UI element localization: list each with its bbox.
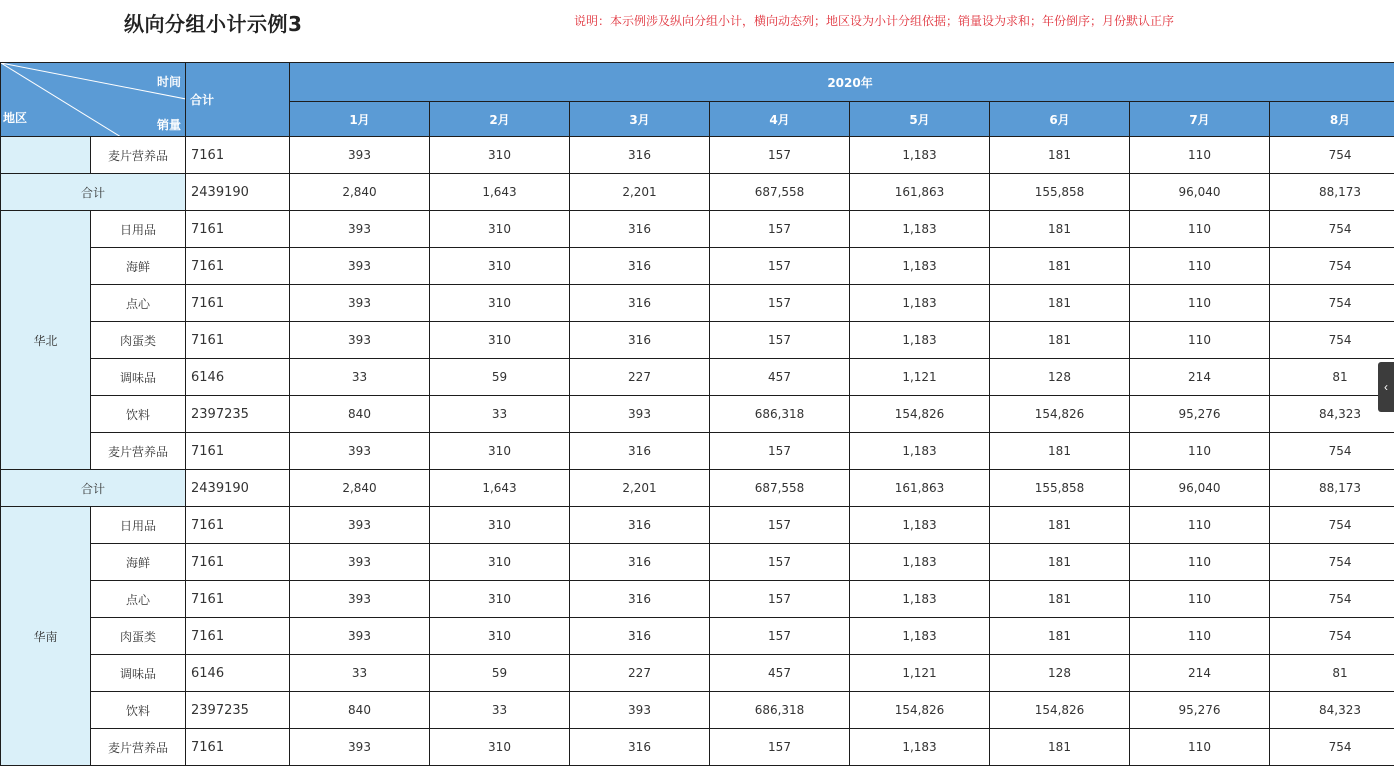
month-value-cell: 754 [1270,285,1394,322]
category-cell: 调味品 [91,655,186,692]
month-value-cell: 754 [1270,433,1394,470]
month-value-cell: 33 [290,655,430,692]
month-value-cell: 310 [430,618,570,655]
month-value-cell: 181 [990,507,1130,544]
table-row [1,248,1394,285]
header-month: 6月 [990,102,1130,137]
month-value-cell: 59 [430,359,570,396]
month-value-cell: 316 [570,507,710,544]
month-value-cell: 110 [1130,285,1270,322]
month-value-cell: 310 [430,581,570,618]
row-total-cell: 7161 [186,507,290,544]
month-value-cell: 110 [1130,322,1270,359]
month-value-cell: 310 [430,729,570,766]
month-value-cell: 316 [570,322,710,359]
month-value-cell: 754 [1270,248,1394,285]
month-value-cell: 2,201 [570,174,710,211]
report-title: 纵向分组小计示例3 [124,12,303,36]
table-row [1,618,1394,655]
category-cell: 饮料 [91,396,186,433]
table-row [1,211,1394,248]
table-row [1,692,1394,729]
month-value-cell: 393 [290,507,430,544]
month-value-cell: 1,643 [430,470,570,507]
month-value-cell: 393 [290,248,430,285]
header-month: 4月 [710,102,850,137]
month-value-cell: 181 [990,544,1130,581]
row-total-cell: 7161 [186,581,290,618]
month-value-cell: 181 [990,433,1130,470]
row-total-cell: 7161 [186,285,290,322]
month-value-cell: 1,183 [850,507,990,544]
report-table [0,62,1394,766]
header-month: 1月 [290,102,430,137]
region-cell [1,137,91,174]
month-value-cell: 316 [570,729,710,766]
month-value-cell: 686,318 [710,396,850,433]
row-total-cell: 2439190 [186,470,290,507]
category-cell: 肉蛋类 [91,618,186,655]
month-value-cell: 110 [1130,137,1270,174]
month-value-cell: 157 [710,729,850,766]
month-value-cell: 161,863 [850,174,990,211]
month-value-cell: 2,840 [290,470,430,507]
month-value-cell: 2,201 [570,470,710,507]
month-value-cell: 88,173 [1270,174,1394,211]
month-value-cell: 154,826 [850,692,990,729]
month-value-cell: 393 [570,692,710,729]
month-value-cell: 157 [710,285,850,322]
table-row [1,322,1394,359]
month-value-cell: 393 [290,729,430,766]
month-value-cell: 310 [430,285,570,322]
month-value-cell: 110 [1130,433,1270,470]
month-value-cell: 84,323 [1270,692,1394,729]
row-total-cell: 7161 [186,322,290,359]
month-value-cell: 393 [290,618,430,655]
report-table-container[interactable] [0,62,1394,768]
month-value-cell: 754 [1270,729,1394,766]
month-value-cell: 310 [430,322,570,359]
month-value-cell: 181 [990,248,1130,285]
month-value-cell: 88,173 [1270,470,1394,507]
header-time-label: 时间 [156,75,181,89]
month-value-cell: 96,040 [1130,174,1270,211]
row-total-cell: 7161 [186,729,290,766]
month-value-cell: 686,318 [710,692,850,729]
month-value-cell: 2,840 [290,174,430,211]
month-value-cell: 1,183 [850,618,990,655]
table-row [1,729,1394,766]
month-value-cell: 393 [290,285,430,322]
month-value-cell: 316 [570,285,710,322]
month-value-cell: 316 [570,618,710,655]
subtotal-row [1,470,1394,507]
month-value-cell: 393 [290,137,430,174]
month-value-cell: 310 [430,544,570,581]
category-cell: 点心 [91,581,186,618]
month-value-cell: 157 [710,433,850,470]
month-value-cell: 155,858 [990,174,1130,211]
header-month: 2月 [430,102,570,137]
header-month: 8月 [1270,102,1394,137]
month-value-cell: 181 [990,137,1130,174]
month-value-cell: 1,643 [430,174,570,211]
month-value-cell: 33 [290,359,430,396]
table-row [1,396,1394,433]
month-value-cell: 157 [710,618,850,655]
report-note: 说明：本示例涉及纵向分组小计，横向动态列；地区设为小计分组依据；销量设为求和；年份倒序；月份默认正序 [574,14,1175,28]
diagonal-header-cell [1,63,186,137]
month-value-cell: 161,863 [850,470,990,507]
month-value-cell: 157 [710,544,850,581]
month-value-cell: 128 [990,359,1130,396]
row-total-cell: 7161 [186,433,290,470]
month-value-cell: 1,121 [850,655,990,692]
row-total-cell: 7161 [186,137,290,174]
category-cell: 饮料 [91,692,186,729]
collapse-panel-handle[interactable] [1378,362,1394,412]
header-sales-label: 销量 [156,118,181,132]
header-month: 7月 [1130,102,1270,137]
row-total-cell: 2439190 [186,174,290,211]
month-value-cell: 181 [990,729,1130,766]
month-value-cell: 687,558 [710,470,850,507]
month-value-cell: 154,826 [990,692,1130,729]
chevron-left-icon: ‹ [1384,380,1388,394]
month-value-cell: 95,276 [1130,396,1270,433]
month-value-cell: 84,323 [1270,396,1394,433]
month-value-cell: 310 [430,507,570,544]
month-value-cell: 754 [1270,544,1394,581]
month-value-cell: 1,183 [850,544,990,581]
category-cell: 肉蛋类 [91,322,186,359]
subtotal-label: 合计 [1,470,186,507]
row-total-cell: 6146 [186,655,290,692]
month-value-cell: 154,826 [990,396,1130,433]
month-value-cell: 754 [1270,322,1394,359]
category-cell: 调味品 [91,359,186,396]
month-value-cell: 754 [1270,581,1394,618]
month-value-cell: 155,858 [990,470,1130,507]
month-value-cell: 1,183 [850,729,990,766]
month-value-cell: 1,183 [850,285,990,322]
month-value-cell: 157 [710,137,850,174]
category-cell: 日用品 [91,211,186,248]
month-value-cell: 33 [430,396,570,433]
row-total-cell: 7161 [186,248,290,285]
month-value-cell: 181 [990,285,1130,322]
month-value-cell: 59 [430,655,570,692]
header-year: 2020年 [290,63,1394,102]
month-value-cell: 214 [1130,359,1270,396]
category-cell: 麦片营养品 [91,433,186,470]
month-value-cell: 181 [990,581,1130,618]
table-row [1,581,1394,618]
table-row [1,433,1394,470]
month-value-cell: 316 [570,248,710,285]
table-row [1,137,1394,174]
month-value-cell: 181 [990,211,1130,248]
row-total-cell: 2397235 [186,396,290,433]
month-value-cell: 316 [570,137,710,174]
month-value-cell: 754 [1270,507,1394,544]
month-value-cell: 393 [290,433,430,470]
month-value-cell: 457 [710,655,850,692]
month-value-cell: 157 [710,248,850,285]
month-value-cell: 157 [710,322,850,359]
subtotal-label: 合计 [1,174,186,211]
header-region-label: 地区 [3,111,28,125]
month-value-cell: 310 [430,433,570,470]
row-total-cell: 2397235 [186,692,290,729]
month-value-cell: 840 [290,692,430,729]
month-value-cell: 95,276 [1130,692,1270,729]
month-value-cell: 110 [1130,618,1270,655]
month-value-cell: 393 [290,581,430,618]
header-total: 合计 [186,63,290,137]
month-value-cell: 154,826 [850,396,990,433]
month-value-cell: 1,183 [850,248,990,285]
month-value-cell: 110 [1130,581,1270,618]
month-value-cell: 457 [710,359,850,396]
month-value-cell: 157 [710,211,850,248]
header-month: 5月 [850,102,990,137]
month-value-cell: 110 [1130,729,1270,766]
table-row [1,507,1394,544]
row-total-cell: 7161 [186,544,290,581]
month-value-cell: 128 [990,655,1130,692]
month-value-cell: 310 [430,211,570,248]
category-cell: 海鲜 [91,544,186,581]
month-value-cell: 393 [290,211,430,248]
month-value-cell: 1,183 [850,433,990,470]
month-value-cell: 316 [570,433,710,470]
month-value-cell: 227 [570,655,710,692]
month-value-cell: 181 [990,322,1130,359]
month-value-cell: 1,121 [850,359,990,396]
category-cell: 麦片营养品 [91,729,186,766]
month-value-cell: 754 [1270,211,1394,248]
month-value-cell: 316 [570,211,710,248]
month-value-cell: 1,183 [850,322,990,359]
month-value-cell: 754 [1270,137,1394,174]
month-value-cell: 227 [570,359,710,396]
month-value-cell: 157 [710,507,850,544]
table-row [1,544,1394,581]
month-value-cell: 81 [1270,655,1394,692]
category-cell: 日用品 [91,507,186,544]
month-value-cell: 81 [1270,359,1394,396]
month-value-cell: 316 [570,581,710,618]
header-month: 3月 [570,102,710,137]
month-value-cell: 157 [710,581,850,618]
table-row [1,359,1394,396]
region-cell: 华南 [1,507,91,766]
month-value-cell: 754 [1270,618,1394,655]
month-value-cell: 1,183 [850,137,990,174]
month-value-cell: 181 [990,618,1130,655]
table-row [1,655,1394,692]
category-cell: 海鲜 [91,248,186,285]
month-value-cell: 1,183 [850,581,990,618]
month-value-cell: 840 [290,396,430,433]
month-value-cell: 110 [1130,248,1270,285]
month-value-cell: 33 [430,692,570,729]
row-total-cell: 7161 [186,211,290,248]
month-value-cell: 214 [1130,655,1270,692]
region-cell: 华北 [1,211,91,470]
category-cell: 麦片营养品 [91,137,186,174]
month-value-cell: 96,040 [1130,470,1270,507]
month-value-cell: 110 [1130,544,1270,581]
row-total-cell: 7161 [186,618,290,655]
month-value-cell: 393 [290,544,430,581]
month-value-cell: 110 [1130,211,1270,248]
category-cell: 点心 [91,285,186,322]
month-value-cell: 310 [430,248,570,285]
subtotal-row [1,174,1394,211]
month-value-cell: 316 [570,544,710,581]
month-value-cell: 1,183 [850,211,990,248]
month-value-cell: 310 [430,137,570,174]
month-value-cell: 393 [570,396,710,433]
month-value-cell: 687,558 [710,174,850,211]
month-value-cell: 110 [1130,507,1270,544]
table-row [1,285,1394,322]
month-value-cell: 393 [290,322,430,359]
row-total-cell: 6146 [186,359,290,396]
